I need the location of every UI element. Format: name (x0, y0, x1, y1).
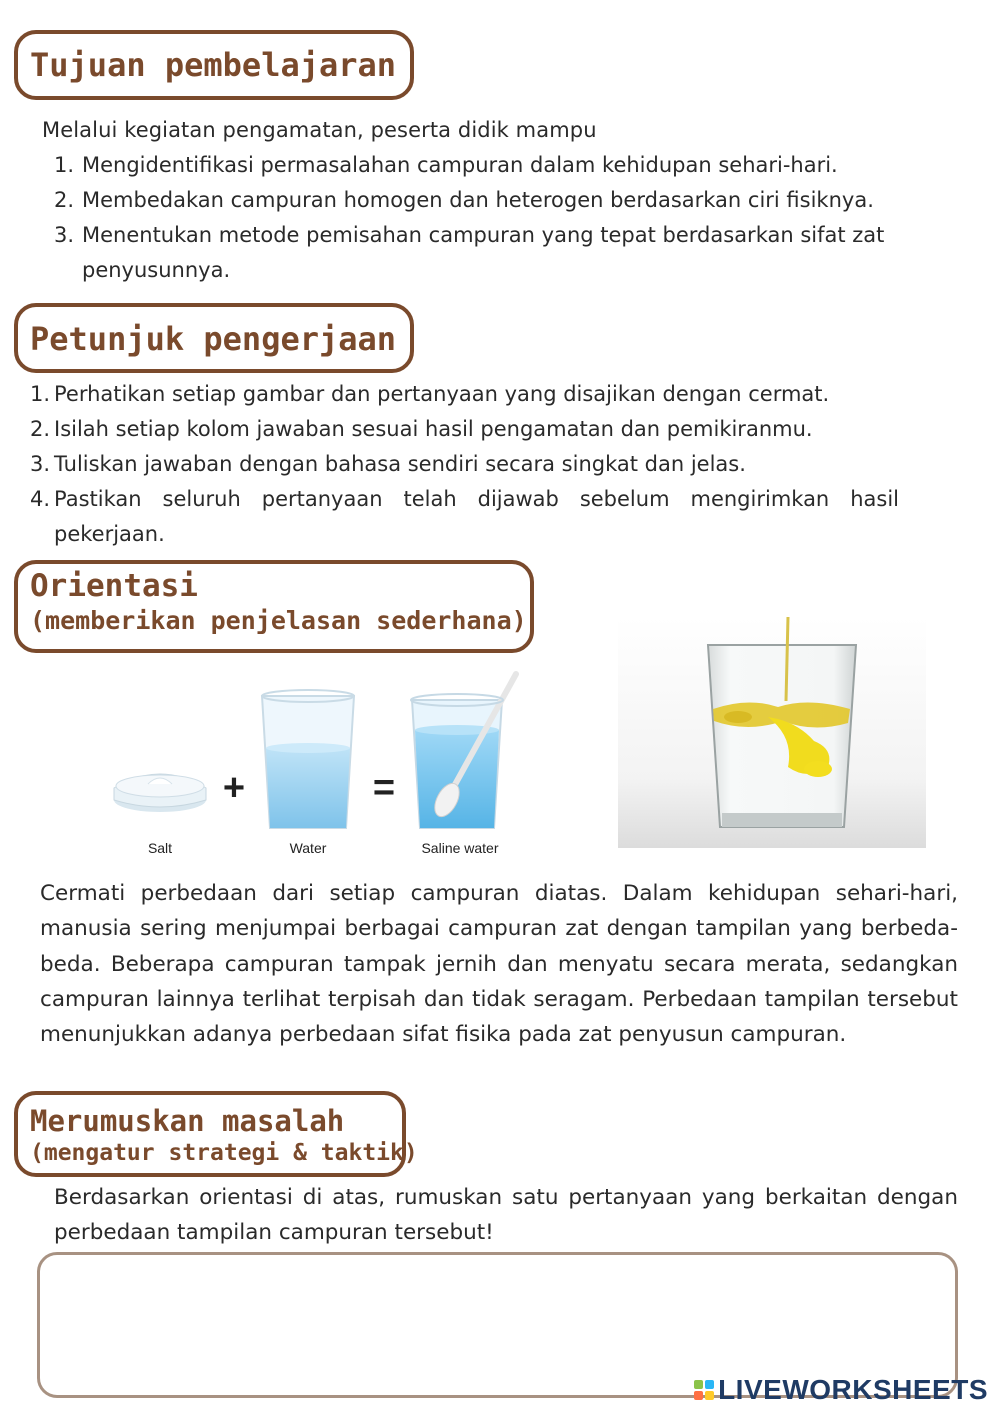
section-title-tujuan: Tujuan pembelajaran (30, 46, 397, 84)
section-title-petunjuk: Petunjuk pengerjaan (30, 320, 397, 358)
liveworksheets-logo (694, 1374, 988, 1406)
list-item: 1. Perhatikan setiap gambar dan pertanyaan yang disajikan dengan cermat. (30, 382, 830, 406)
brand-text: LIVEWORKSHEETS (718, 1374, 988, 1405)
saline-glass-icon (411, 674, 516, 828)
equals-sign: = (372, 767, 396, 809)
oil-water-photo (618, 617, 926, 848)
list-item: 2. Membedakan campuran homogen dan heterogen berdasarkan ciri fisiknya. (54, 188, 874, 212)
tujuan-list (54, 148, 952, 288)
caption-salt: Salt (147, 840, 173, 856)
caption-water: Water (289, 840, 327, 856)
logo-blocks-icon (694, 1380, 714, 1400)
list-item: 3. Tuliskan jawaban dengan bahasa sendiri secara singkat dan jelas. (30, 452, 746, 476)
list-item: 4. Pastikan seluruh pertanyaan telah dijawab sebelum mengirimkan hasil pekerjaan. (30, 487, 899, 546)
section-subtitle-merumuskan: (mengatur strategi & taktik) (30, 1140, 418, 1166)
section-title-merumuskan: Merumuskan masalah (30, 1104, 345, 1138)
section-title-orientasi: Orientasi (30, 568, 198, 604)
section-subtitle-orientasi: (memberikan penjelasan sederhana) (30, 606, 527, 635)
list-item: 2. Isilah setiap kolom jawaban sesuai hasil pengamatan dan pemikiranmu. (30, 417, 813, 441)
water-glass-icon (262, 690, 354, 828)
plus-sign: + (222, 767, 246, 809)
list-item: 1. Mengidentifikasi permasalahan campuran dalam kehidupan sehari-hari. (54, 153, 838, 177)
caption-saline-water: Saline water (421, 840, 499, 856)
salt-pile-icon (114, 774, 206, 812)
list-item: 3. Menentukan metode pemisahan campuran yang tepat berdasarkan sifat zat penyusunnya. (54, 223, 885, 282)
salt-water-figure (100, 660, 540, 860)
merumuskan-instruction: Berdasarkan orientasi di atas, rumuskan satu pertanyaan yang berkaitan dengan perbedaan tampilan campuran tersebut! (54, 1185, 958, 1246)
tujuan-intro: Melalui kegiatan pengamatan, peserta didik mampu (42, 118, 597, 142)
orientasi-paragraph: Cermati perbedaan dari setiap campuran diatas. Dalam kehidupan sehari-hari, manusia sering menjumpai berbagai campuran zat dengan tampilan yang berbeda-beda. Beberapa campuran tampak jernih dan menyatu secara merata, sedangkan campuran lainnya terlihat terpisah dan tidak seragam. Perbedaan tampilan tersebut menunjukkan adanya perbedaan sifat fisika pada zat penyusun campuran. (40, 881, 958, 1048)
petunjuk-list (30, 377, 899, 552)
